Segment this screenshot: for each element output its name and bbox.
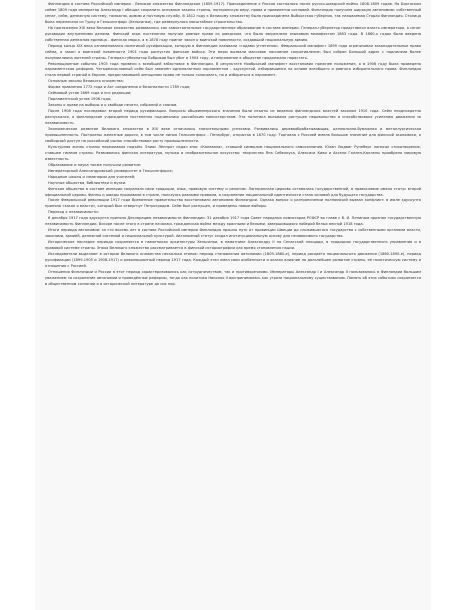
list-item: Императорский Александровский университет в Гельсингфорсе;	[48, 168, 173, 173]
document-page	[35, 0, 431, 610]
list-item: Сеймовый устав 1869 года и его редакции;	[48, 91, 132, 96]
paragraph: Исследователи выделяют в истории Великого княжества несколько этапов: период становления автономии (1809-1860-е), период расцвета национального движения (1860-1890-е), период русификации (1899-1905 и 1908-1917) и революционный период 1917 года. Каждый этап имел свои особенности и оказал влияние на дальнейшее развитие страны, её политическую систему и отношения с Россией.	[45, 252, 421, 268]
list-item: Научные общества, библиотеки и музеи.	[48, 180, 127, 185]
paragraph: Историческое наследие периода сохраняется в памятниках архитектуры Хельсинки, в памятнике Александру II на Сенатской площади, в традициях государственного управления и в правовой системе страны. Эпоха Великого княжества рассматривается в финской историографии как время становления нации.	[45, 240, 421, 251]
list-heading: Основные законы Великого княжества:	[48, 79, 124, 84]
paragraph: Экономическое развитие Великого княжества в XIX веке отличалось значительными успехами. Развивались деревообрабатывающая, целлюлозно-бумажная и металлургическая промышленность. Построены железные дороги, в том числе линия Гельсингфорс - Петербург, открытая в 1870 году. Торговля с Россией имела большое значение для финской экономики, а свободный доступ на российский рынок способствовал росту промышленности.	[45, 127, 421, 143]
paragraph: Культурная жизнь страны переживала подъём. Элиас Лённрот издал эпос «Калевала», ставший символом национального самосознания. Юхан Людвиг Рунеберг написал стихотворение, ставшее гимном страны. Развивались финская литература, музыка и изобразительное искусство: творчество Яна Сибелиуса, Алексиса Киви и Аксели Галлен-Каллелы приобрело мировую известность.	[45, 144, 421, 161]
list-item: Законы о праве на выборы и о свободе печати, собраний и союзов.	[48, 103, 178, 108]
paragraph: Отношения Финляндии и России в этот период характеризовались как сотрудничеством, так и противоречиями. Императоры Александр I и Александр II пользовались в Финляндии большим уважением за сохранение автономии и проведённые реформы, тогда как политика Николая II воспринималась как угроза национальному существованию. Память об этих событиях сохраняется в общественном сознании и в исторической литературе до сих пор.	[45, 269, 421, 286]
left-margin	[0, 0, 35, 610]
paragraph: Период конца XIX века ознаменовался политикой русификации, которую в Финляндии называли «годами угнетения». Февральский манифест 1899 года ограничивал законодательные права сейма, а закон о воинской повинности 1901 года распустил финские войска. Эти меры вызвали массовое пассивное сопротивление: был собран Большой адрес с подписями более полумиллиона жителей страны. Генерал-губернатор Бобриков был убит в 1904 году, и напряжение в обществе продолжало нарастать.	[45, 43, 421, 60]
list-heading: Образование и наука также получили развитие:	[48, 162, 142, 167]
list-heading: Переход к независимости:	[48, 210, 99, 215]
paragraph: Финляндия в составе Российской империи - Великое княжество Финляндское (1809-1917). Присоединение к России состоялось после русско-шведской войны 1808-1809 годов. На Боргоском сейме 1809 года император Александр I обещал сохранить основные законы страны, лютеранскую веру, права и привилегии сословий. Финляндия получила широкую автономию: собственный сенат, сейм, денежную систему, таможню, армию и почтовую службу. В 1812 году к Великому княжеству была присоединена Выборгская губерния, так называемая Старая Финляндия. Столица была перенесена из Турку в Гельсингфорс (Хельсинки), где развернулось масштабное строительство.	[45, 2, 421, 24]
list-item: Парламентский устав 1906 года;	[48, 97, 112, 102]
paragraph: 6 декабря 1917 года эдускунта приняла Декларацию независимости Финляндии. 31 декабря 1917 года Совет народных комиссаров РСФСР во главе с В. И. Лениным признал государственную независимость Финляндии. Вскоре после этого в стране началась гражданская война между красными и белыми, завершившаяся победой белых весной 1918 года.	[45, 216, 421, 227]
paragraph: После Февральской революции 1917 года Временное правительство восстановило автономию Финляндии. Однако вопрос о разграничении полномочий вызвал конфликт: в июле эдускунта приняла «закон о власти», который был отвергнут Петроградом. Сейм был распущен, и проведены новые выборы.	[45, 198, 421, 209]
document-body	[45, 2, 421, 288]
paragraph: Итоги периода автономии: за сто восемь лет в составе Российской империи Финляндия прошла путь от провинции Швеции до сложившегося государства с собственными органами власти, законами, армией, денежной системой и национальной культурой. Автономный статус создал институциональную основу для независимого государства.	[45, 228, 421, 239]
list-item: Форма правления 1772 года и Акт соединения и безопасности 1789 года;	[48, 85, 191, 90]
paragraph: Революционные события 1905 года привели к всеобщей забастовке в Финляндии. В результате Ноябрьский манифест восстановил прежнее положение, а в 1906 году была проведена парламентская реформа. Четырёхсословный сейм был заменён однопалатным парламентом - эдускунтой, избиравшимся на основе всеобщего и равного избирательного права. Финляндия стала первой страной в Европе, предоставившей женщинам право не только голосовать, но и избираться в парламент.	[45, 61, 421, 78]
paragraph: На протяжении XIX века Великое княжество развивалось как самостоятельное государственное образование в составе империи. Генерал-губернатор представлял власть императора, а сенат руководил внутренними делами. Финский язык постепенно получил равные права со шведским, что было закреплено языковым манифестом 1863 года. В 1860-х годах была введена собственная денежная единица - финская марка, а в 1878 году принят закон о воинской повинности, создавший национальную армию.	[45, 25, 421, 42]
paragraph: После 1908 года последовал второй период русификации. Вопросы общеимперского значения были изъяты из ведения финляндских властей законом 1910 года. Сейм неоднократно распускался, а финляндские учреждения постепенно подчинялись российским министерствам. Эта политика вызывала растущее недовольство и способствовала усилению движения за независимость.	[45, 109, 421, 126]
right-margin	[431, 0, 464, 610]
list-item: Народные школы и семинарии для учителей;	[48, 174, 136, 179]
paragraph: Финское общество в составе империи сохраняло свои традиции, язык, правовую систему и религию. Лютеранская церковь оставалась государственной, а православие имело статус второй официальной церкви. Финны и шведы проживали в стране, пользуясь равными правами, а сохранение национальной идентичности стало основой для будущего государства.	[45, 186, 421, 197]
